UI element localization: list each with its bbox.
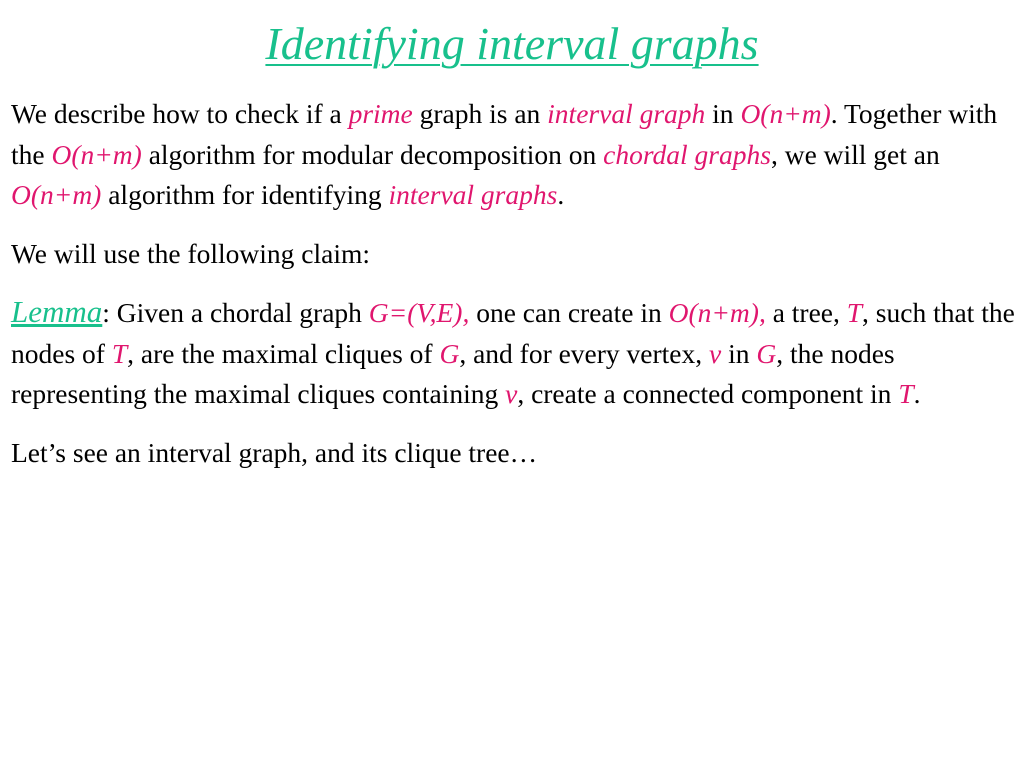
emphasized-term: T bbox=[111, 337, 128, 369]
emphasized-term: T bbox=[846, 297, 863, 328]
text-run: : Given a chordal graph bbox=[102, 297, 369, 328]
emphasized-term: prime bbox=[348, 98, 413, 129]
emphasized-term: G=(V,E), bbox=[368, 297, 470, 328]
emphasized-term: v bbox=[709, 337, 722, 369]
emphasized-term: chordal graphs bbox=[603, 138, 771, 170]
paragraph-lemma bbox=[11, 292, 1016, 415]
text-run: We will use the following claim: bbox=[11, 237, 371, 269]
emphasized-term: O(n+m) bbox=[11, 179, 102, 210]
emphasized-term: T bbox=[898, 378, 914, 409]
text-run: . Together with the bbox=[11, 98, 998, 170]
text-run: algorithm for identifying bbox=[101, 179, 389, 210]
lemma-label: Lemma bbox=[11, 294, 103, 329]
text-run: . bbox=[913, 378, 921, 409]
emphasized-term: O(n+m) bbox=[51, 138, 142, 170]
text-run: , such that the nodes of bbox=[11, 297, 1015, 369]
emphasized-term: interval graph bbox=[547, 98, 706, 129]
text-run: , we will get an bbox=[770, 138, 940, 170]
emphasized-term: G bbox=[756, 337, 777, 369]
text-run: algorithm for modular decomposition on bbox=[141, 138, 604, 170]
emphasized-term: interval graphs bbox=[388, 179, 558, 210]
emphasized-term: v bbox=[505, 378, 518, 409]
slide-body bbox=[11, 94, 1016, 473]
paragraph-intro bbox=[11, 94, 1016, 216]
emphasized-term: G bbox=[439, 337, 460, 369]
text-run: , the nodes representing the maximal cliques containing bbox=[11, 337, 895, 409]
text-run: one can create in bbox=[469, 297, 669, 328]
text-run: . bbox=[557, 179, 565, 210]
emphasized-term: O(n+m) bbox=[740, 98, 831, 129]
text-run: in bbox=[705, 98, 741, 129]
slide-title: Identifying interval graphs bbox=[265, 18, 759, 69]
text-run: , are the maximal cliques of bbox=[127, 337, 440, 369]
text-run: in bbox=[721, 337, 757, 369]
text-run: Let’s see an interval graph, and its clique tree… bbox=[11, 436, 538, 468]
paragraph-outro bbox=[11, 433, 1016, 474]
text-run: , and for every vertex, bbox=[459, 337, 710, 369]
text-run: a tree, bbox=[765, 297, 847, 328]
text-run: , create a connected component in bbox=[517, 378, 899, 409]
emphasized-term: O(n+m), bbox=[668, 297, 766, 328]
text-run: graph is an bbox=[412, 98, 548, 129]
text-run: We describe how to check if a bbox=[11, 98, 349, 129]
paragraph-claim-intro bbox=[11, 234, 1016, 275]
